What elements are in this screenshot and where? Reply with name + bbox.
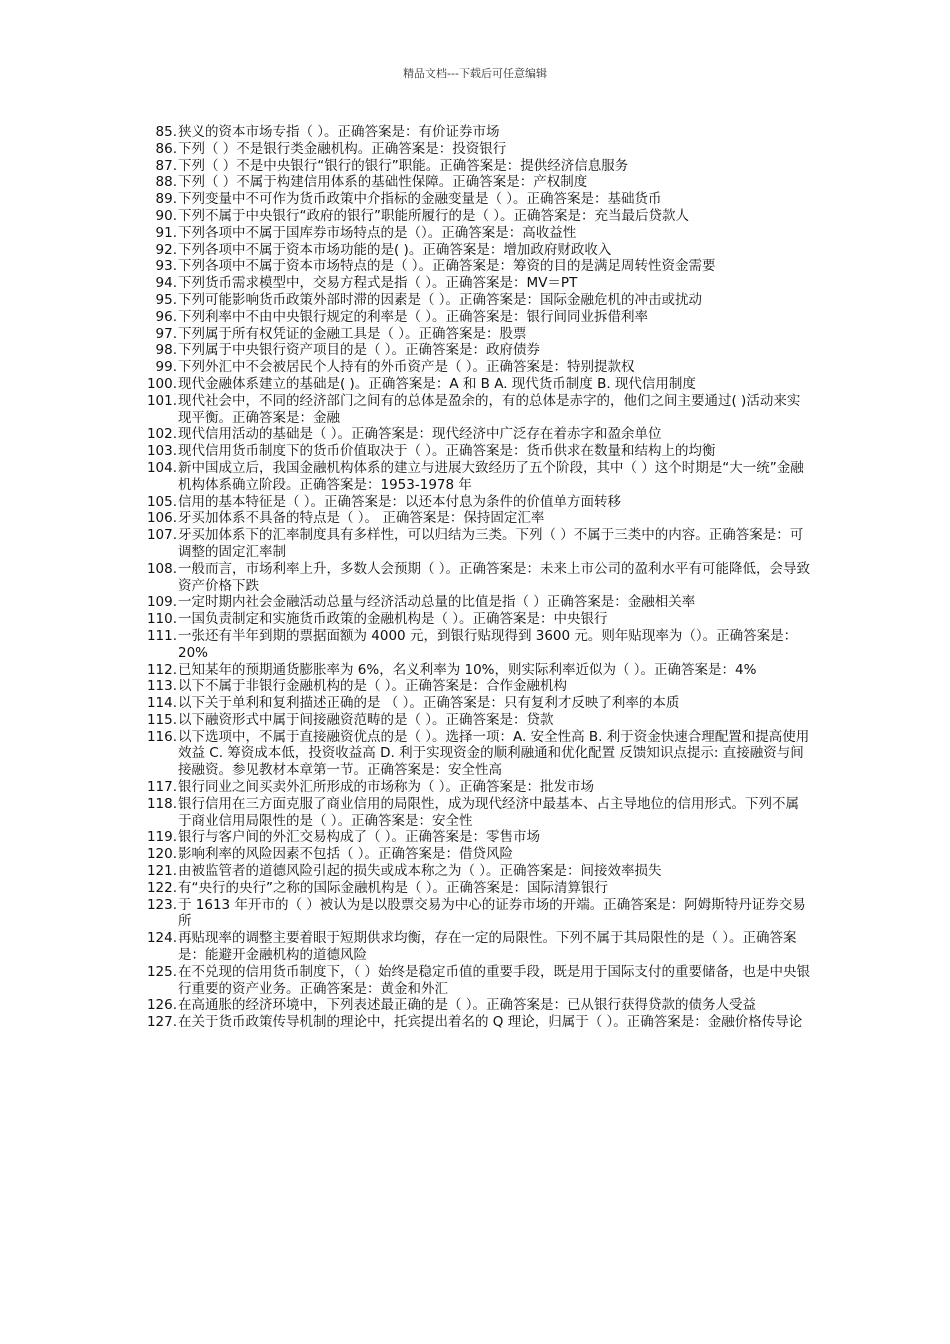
item-text: 信用的基本特征是（ ）。正确答案是：以还本付息为条件的价值单方面转移 (178, 493, 622, 510)
item-number: 92. (155, 241, 177, 258)
list-item (143, 594, 811, 611)
item-text: 现代金融体系建立的基础是( )。正确答案是：A 和 B A. 现代货币制度 B. 现代信用制度 (178, 375, 696, 392)
list-item (143, 527, 811, 561)
item-text: 下列可能影响货币政策外部时滞的因素是（ ）。正确答案是：国际金融危机的冲击或扰动 (178, 291, 703, 308)
item-text: 狭义的资本市场专指（ ）。正确答案是：有价证券市场 (178, 124, 500, 140)
item-text: 一张还有半年到期的票据面额为 4000 元，到银行贴现得到 3600 元。则年贴现率为（）。正确答案是：20% (178, 627, 798, 661)
list-item (143, 1014, 811, 1031)
list-item (143, 191, 811, 208)
item-text: 现代社会中，不同的经济部门之间有的总体是盈余的，有的总体是赤字的，他们之间主要通过( )活动来实现平衡。正确答案是：金融 (178, 392, 801, 426)
item-text: 在高通胀的经济环境中，下列表述最正确的是（ ）。正确答案是：已从银行获得贷款的债务人受益 (178, 997, 757, 1014)
item-number: 127. (146, 1014, 177, 1031)
item-number: 115. (146, 711, 177, 728)
item-number: 110. (146, 611, 177, 628)
item-text: 在不兑现的信用货币制度下，（ ）始终是稳定币值的重要手段，既是用于国际支付的重要储备，也是中央银行重要的资产业务。正确答案是：黄金和外汇 (178, 963, 811, 997)
item-number: 122. (146, 879, 177, 896)
list-item (143, 863, 811, 880)
list-item (143, 174, 811, 191)
list-item (143, 225, 811, 242)
item-text: 在关于货币政策传导机制的理论中，托宾提出着名的 Q 理论，归属于（ ）。正确答案是：金融价格传导论 (178, 1014, 803, 1031)
list-item (143, 997, 811, 1014)
item-text: 以下选项中，不属于直接融资优点的是（ ）。选择一项：A. 安全性高 B. 利于资金快速合理配置和提高使用效益 C. 筹资成本低，投资收益高 D. 利于实现资金的顺利融通和优化配置 反馈知识点提示: 直接融资与间接融资。参见教材本章第一节。正确答案是：安全性高 (178, 728, 810, 779)
list-item (143, 342, 811, 359)
item-text: 下列属于所有权凭证的金融工具是（ ）。正确答案是：股票 (178, 325, 527, 342)
list-item (143, 846, 811, 863)
item-text: 新中国成立后，我国金融机构体系的建立与进展大致经历了五个阶段，其中（ ）这个时期是“大一统”金融机构体系确立阶段。正确答案是：1953-1978 年 (178, 459, 804, 493)
item-text: 影响利率的风险因素不包括（ ）。正确答案是：借贷风险 (178, 846, 514, 863)
item-text: 下列（ ）不是中央银行“银行的银行”职能。正确答案是：提供经济信息服务 (178, 157, 629, 174)
item-text: 下列属于中央银行资产项目的是（ ）。正确答案是：政府债券 (178, 342, 541, 359)
list-item (143, 712, 811, 729)
item-number: 102. (146, 426, 177, 443)
item-number: 98. (155, 342, 177, 359)
item-number: 88. (155, 174, 177, 191)
list-item (143, 309, 811, 326)
list-item (143, 460, 811, 494)
list-item (143, 779, 811, 796)
list-item (143, 426, 811, 443)
list-item (143, 695, 811, 712)
item-text: 下列变量中不可作为货币政策中介指标的金融变量是（ ）。正确答案是：基础货币 (178, 191, 662, 208)
item-text: 以下不属于非银行金融机构的是（ ）。正确答案是：合作金融机构 (178, 678, 568, 695)
item-text: 现代信用活动的基础是（ ）。正确答案是：现代经济中广泛存在着赤字和盈余单位 (178, 426, 662, 443)
list-item (143, 326, 811, 343)
item-text: 一般而言，市场利率上升，多数人会预期（ ）。正确答案是：未来上市公司的盈利水平有可能降低，会导致资产价格下跌 (178, 560, 811, 594)
list-item (143, 376, 811, 393)
item-text: 下列外汇中不会被居民个人持有的外币资产是（ ）。正确答案是：特别提款权 (178, 359, 635, 376)
item-number: 125. (146, 963, 177, 980)
item-number: 97. (155, 325, 177, 342)
item-text: 银行同业之间买卖外汇所形成的市场称为（ ）。正确答案是：批发市场 (178, 779, 595, 796)
list-item (143, 678, 811, 695)
item-number: 113. (146, 678, 177, 695)
item-number: 123. (146, 896, 177, 913)
item-text: 下列各项中不属于国库券市场特点的是（）。正确答案是：高收益性 (178, 224, 577, 241)
item-number: 105. (146, 493, 177, 510)
item-number: 116. (146, 728, 177, 745)
item-text: 下列各项中不属于资本市场特点的是（ ）。正确答案是：筹资的目的是满足周转性资金需要 (178, 258, 716, 275)
item-text: 于 1613 年开市的（ ）被认为是以股票交易为中心的证券市场的开端。正确答案是：阿姆斯特丹证券交易所 (178, 896, 806, 930)
item-text: 下列利率中不由中央银行规定的利率是（ ）。正确答案是：银行间同业拆借利率 (178, 308, 649, 325)
item-number: 109. (146, 594, 177, 611)
list-item (143, 897, 811, 931)
list-item (143, 443, 811, 460)
list-item (143, 510, 811, 527)
list-item (143, 393, 811, 427)
item-text: 下列（ ）不属于构建信用体系的基础性保障。正确答案是：产权制度 (178, 174, 588, 191)
item-number: 94. (155, 275, 177, 292)
item-text: 已知某年的预期通货膨胀率为 6%，名义利率为 10%，则实际利率近似为（ ）。正确答案是：4% (178, 661, 757, 678)
item-text: 一国负责制定和实施货币政策的金融机构是（ ）。正确答案是：中央银行 (178, 611, 608, 628)
item-text: 下列不属于中央银行“政府的银行”职能所履行的是（ ）。正确答案是：充当最后贷款人 (178, 207, 690, 224)
item-number: 111. (146, 627, 177, 644)
item-number: 104. (146, 459, 177, 476)
question-list (143, 124, 811, 1031)
list-item (143, 292, 811, 309)
item-number: 101. (146, 392, 177, 409)
list-item (143, 829, 811, 846)
list-item (143, 930, 811, 964)
list-item (143, 628, 811, 662)
list-item (143, 124, 811, 141)
list-item (143, 561, 811, 595)
item-number: 100. (146, 375, 177, 392)
item-text: 以下关于单利和复利描述正确的是 （ ）。正确答案是：只有复利才反映了利率的本质 (178, 695, 680, 712)
item-text: 一定时期内社会金融活动总量与经济活动总量的比值是指（ ）正确答案是：金融相关率 (178, 594, 696, 611)
item-number: 87. (155, 157, 177, 174)
list-item (143, 258, 811, 275)
item-number: 93. (155, 258, 177, 275)
list-item (143, 242, 811, 259)
item-number: 108. (146, 560, 177, 577)
list-item (143, 359, 811, 376)
page-header: 精品文档---下载后可任意编辑 (403, 67, 547, 80)
list-item (143, 662, 811, 679)
item-number: 119. (146, 829, 177, 846)
list-item (143, 141, 811, 158)
list-item (143, 880, 811, 897)
list-item (143, 158, 811, 175)
item-number: 117. (146, 779, 177, 796)
list-item (143, 275, 811, 292)
item-number: 96. (155, 308, 177, 325)
item-text: 再贴现率的调整主要着眼于短期供求均衡，存在一定的局限性。下列不属于其局限性的是（ ）。正确答案是：能避开金融机构的道德风险 (178, 930, 797, 964)
item-number: 124. (146, 930, 177, 947)
list-item (143, 208, 811, 225)
item-number: 90. (155, 207, 177, 224)
item-number: 112. (146, 661, 177, 678)
item-text: 下列各项中不属于资本市场功能的是( )。正确答案是：增加政府财政收入 (178, 241, 612, 258)
list-item (143, 611, 811, 628)
item-number: 99. (155, 359, 177, 376)
item-text: 银行信用在三方面克服了商业信用的局限性，成为现代经济中最基本、占主导地位的信用形式。下列不属于商业信用局限性的是（ ）。正确答案是：安全性 (178, 795, 799, 829)
item-number: 95. (155, 291, 177, 308)
item-text: 银行与客户间的外汇交易构成了（ ）。正确答案是：零售市场 (178, 829, 541, 846)
item-number: 85. (155, 124, 177, 140)
item-number: 118. (146, 795, 177, 812)
item-text: 由被监管者的道德风险引起的损失或成本称之为（ ）。正确答案是：间接效率损失 (178, 863, 662, 880)
item-number: 103. (146, 443, 177, 460)
list-item (143, 964, 811, 998)
item-number: 86. (155, 140, 177, 157)
item-number: 120. (146, 846, 177, 863)
item-text: 下列（ ）不是银行类金融机构。正确答案是：投资银行 (178, 140, 507, 157)
list-item (143, 494, 811, 511)
item-text: 现代信用货币制度下的货币价值取决于（ ）。正确答案是：货币供求在数量和结构上的均衡 (178, 443, 716, 460)
item-number: 106. (146, 510, 177, 527)
item-text: 有“央行的央行”之称的国际金融机构是（ ）。正确答案是：国际清算银行 (178, 879, 609, 896)
item-number: 91. (155, 224, 177, 241)
item-text: 以下融资形式中属于间接融资范畴的是（ ）。正确答案是：贷款 (178, 711, 554, 728)
item-number: 89. (155, 191, 177, 208)
item-text: 下列货币需求模型中，交易方程式是指（ ）。正确答案是：MV＝PT (178, 275, 578, 292)
list-item (143, 729, 811, 779)
item-number: 121. (146, 863, 177, 880)
item-number: 107. (146, 527, 177, 544)
item-number: 126. (146, 997, 177, 1014)
item-number: 114. (146, 695, 177, 712)
item-text: 牙买加体系不具备的特点是（ ）。 正确答案是：保持固定汇率 (178, 510, 545, 527)
item-text: 牙买加体系下的汇率制度具有多样性，可以归结为三类。下列（ ）不属于三类中的内容。正确答案是：可调整的固定汇率制 (178, 527, 804, 560)
list-item (143, 796, 811, 830)
